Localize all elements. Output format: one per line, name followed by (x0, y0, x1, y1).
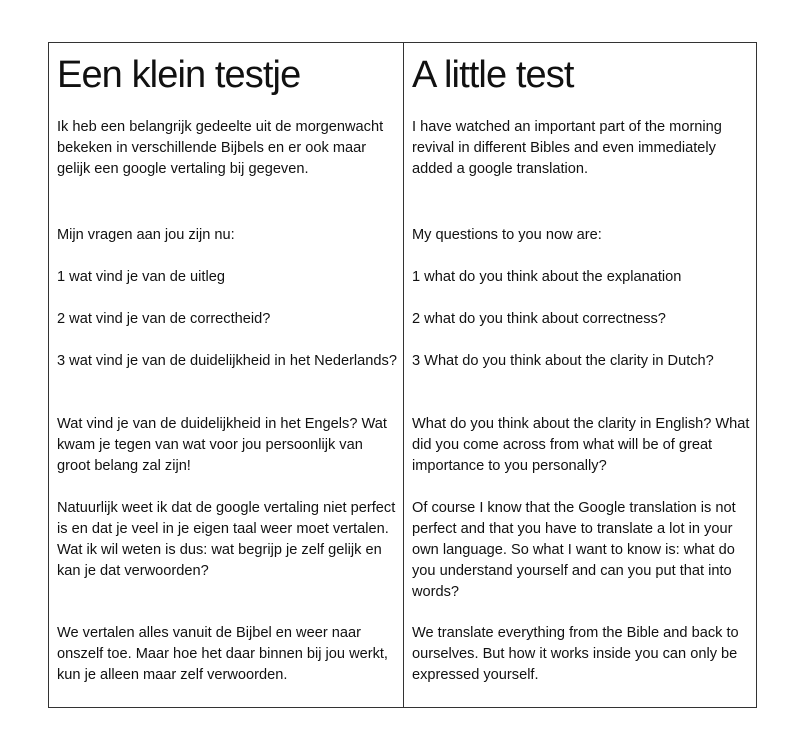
english-title: A little test (412, 54, 574, 96)
english-paragraph-q1: 1 what do you think about the explanation (412, 269, 682, 285)
english-paragraph-questions: My questions to you now are: (412, 227, 602, 243)
dutch-paragraph-q1: 1 wat vind je van de uitleg (57, 269, 225, 285)
dutch-paragraph-intro: Ik heb een belangrijk gedeelte uit de morgenwacht bekeken in verschillende Bijbels en er ook maar gelijk een google vertaling bij gegeven. (57, 119, 384, 177)
english-paragraph-closing: We translate everything from the Bible and back to ourselves. But how it works inside you can only be expressed yourself. (412, 625, 739, 683)
english-paragraph-google: Of course I know that the Google translation is not perfect and that you have to translate a lot in your own language. So what I want to know is: what do you understand yourself and can you put that into words? (412, 500, 736, 600)
dutch-paragraph-q2: 2 wat vind je van de correctheid? (57, 311, 271, 327)
dutch-column (49, 43, 404, 707)
dutch-paragraph-questions: Mijn vragen aan jou zijn nu: (57, 227, 235, 243)
english-paragraph-intro: I have watched an important part of the morning revival in different Bibles and even immediately added a google translation. (412, 119, 722, 177)
dutch-paragraph-closing: We vertalen alles vanuit de Bijbel en weer naar onszelf toe. Maar hoe het daar binnen bij jou werkt, kun je alleen maar zelf verwoorden. (57, 625, 388, 683)
english-column (404, 43, 756, 707)
english-paragraph-english-clarity: What do you think about the clarity in English? What did you come across from what will be of great importance to you personally? (412, 416, 750, 474)
dutch-paragraph-english-clarity: Wat vind je van de duidelijkheid in het Engels? Wat kwam je tegen van wat voor jou persoonlijk van groot belang zal zijn! (57, 416, 387, 474)
bilingual-table (48, 42, 757, 708)
dutch-title: Een klein testje (57, 54, 301, 96)
dutch-paragraph-q3: 3 wat vind je van de duidelijkheid in het Nederlands? (57, 353, 397, 369)
dutch-paragraph-google: Natuurlijk weet ik dat de google vertaling niet perfect is en dat je veel in je eigen taal weer moet vertalen. Wat ik wil weten is dus: wat begrijp je zelf gelijk en kan je dat verwoorden? (57, 500, 396, 579)
english-paragraph-q3: 3 What do you think about the clarity in Dutch? (412, 353, 714, 369)
english-paragraph-q2: 2 what do you think about correctness? (412, 311, 666, 327)
